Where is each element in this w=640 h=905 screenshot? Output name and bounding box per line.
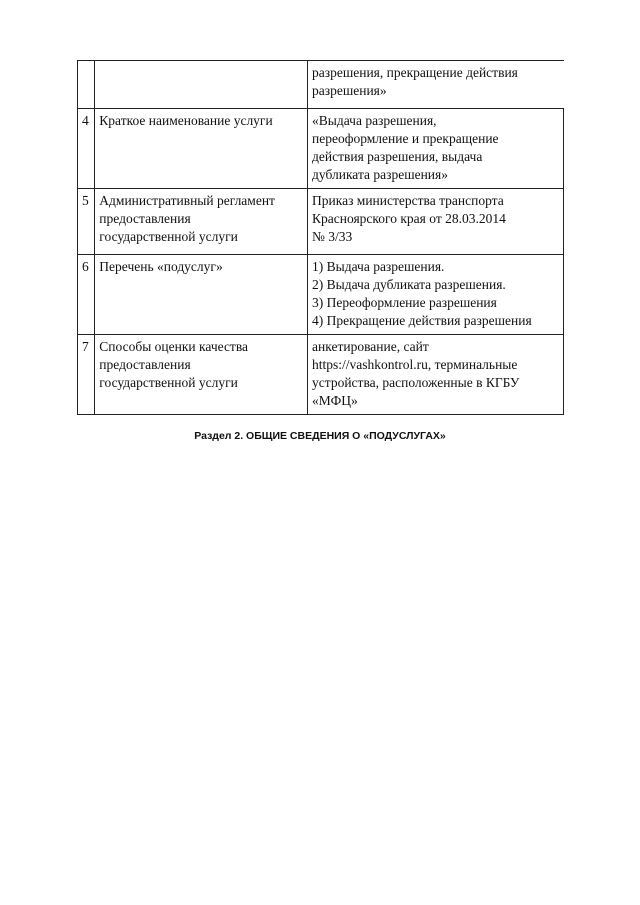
row-value-cell	[308, 109, 564, 189]
row-name-cell	[95, 189, 308, 255]
name-line: Административный регламент	[99, 193, 275, 208]
value-line: разрешения, прекращение действия	[312, 65, 518, 80]
value-line: дубликата разрешения»	[312, 167, 448, 182]
row-value-cell	[308, 335, 564, 415]
row-name-cell	[95, 61, 308, 109]
value-line: разрешения»	[312, 83, 387, 98]
value-line: переоформление и прекращение	[312, 131, 499, 146]
value-line: устройства, расположенные в КГБУ	[312, 375, 520, 390]
name-line: государственной услуги	[99, 375, 238, 390]
row-value-cell	[308, 255, 564, 335]
name-line: Краткое наименование услуги	[99, 113, 273, 128]
table-row	[78, 109, 564, 189]
row-number-cell: 4	[78, 109, 95, 189]
value-line: 3) Переоформление разрешения	[312, 295, 497, 310]
row-name-cell	[95, 255, 308, 335]
value-line: действия разрешения, выдача	[312, 149, 483, 164]
row-name-cell	[95, 335, 308, 415]
row-number-cell: 7	[78, 335, 95, 415]
table-row	[78, 335, 564, 415]
name-line: Способы оценки качества	[99, 339, 249, 354]
name-line: государственной услуги	[99, 229, 238, 244]
value-line: № 3/33	[312, 229, 353, 244]
name-line: предоставления	[99, 357, 191, 372]
name-line: предоставления	[99, 211, 191, 226]
value-line: 4) Прекращение действия разрешения	[312, 313, 532, 328]
name-line: Перечень «подуслуг»	[99, 259, 223, 274]
row-number-cell: 6	[78, 255, 95, 335]
value-line: анкетирование, сайт	[312, 339, 429, 354]
table-row	[78, 255, 564, 335]
value-line: «МФЦ»	[312, 393, 358, 408]
value-line: https://vashkontrol.ru, терминальные	[312, 357, 518, 372]
value-line: Красноярского края от 28.03.2014	[312, 211, 506, 226]
table-row	[78, 189, 564, 255]
value-line: «Выдача разрешения,	[312, 113, 437, 128]
row-number-cell: 5	[78, 189, 95, 255]
row-value-cell	[308, 189, 564, 255]
service-info-table	[77, 60, 564, 415]
row-value-cell	[308, 61, 564, 109]
value-line: 1) Выдача разрешения.	[312, 259, 445, 274]
value-line: 2) Выдача дубликата разрешения.	[312, 277, 506, 292]
value-line: Приказ министерства транспорта	[312, 193, 504, 208]
section-heading: Раздел 2. ОБЩИЕ СВЕДЕНИЯ О «ПОДУСЛУГАХ»	[194, 430, 446, 442]
row-number-cell	[78, 61, 95, 109]
table-row	[78, 61, 564, 109]
row-name-cell	[95, 109, 308, 189]
